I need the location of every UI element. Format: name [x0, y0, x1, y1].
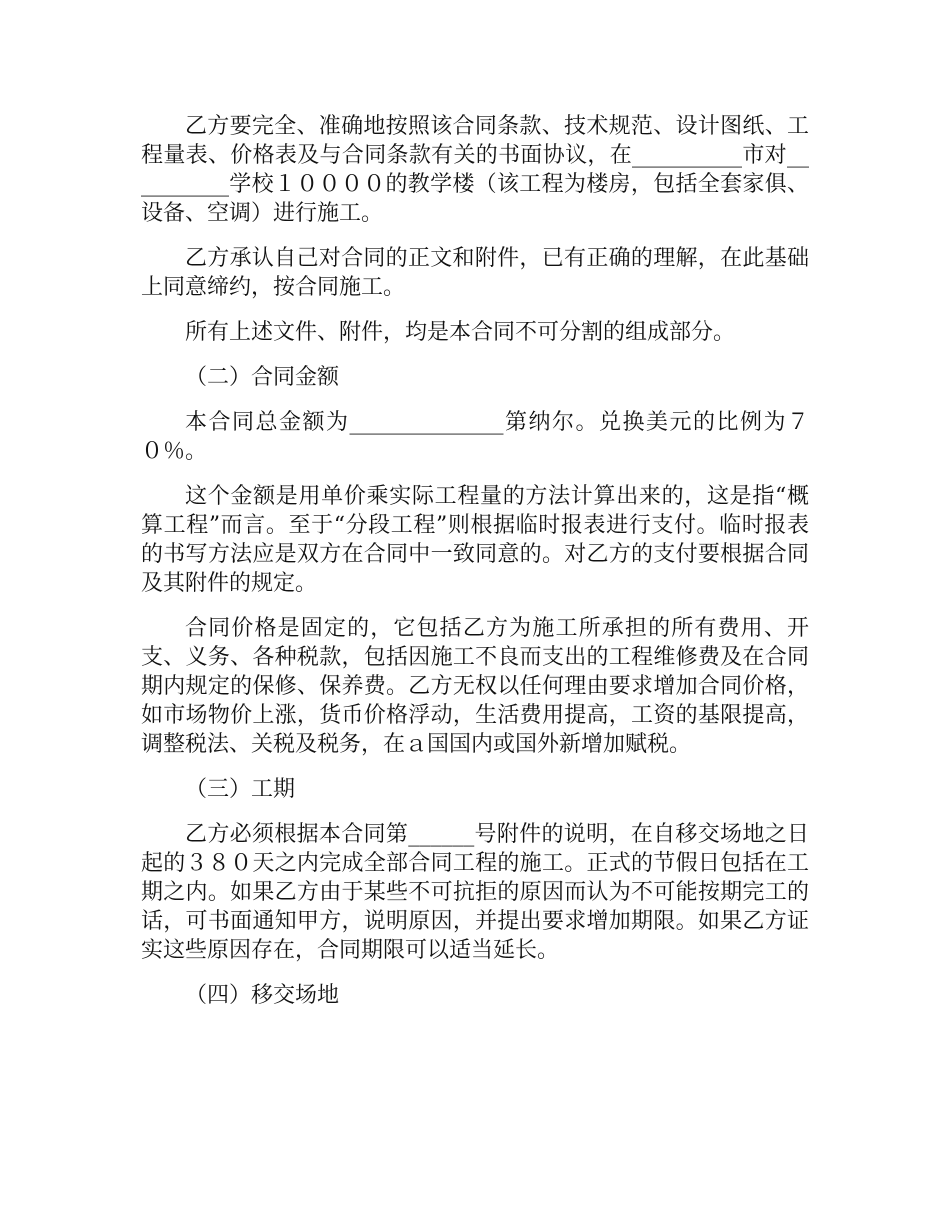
paragraph-scope-of-work: 乙方要完全、准确地按照该合同条款、技术规范、设计图纸、工程量表、价格表及与合同条款有关的书面协议，在__________市对__________学校１００００的教学楼（该工程为楼房，包括全套家俱、设备、空调）进行施工。 — [141, 114, 809, 226]
paragraph-amount-calculation: 这个金额是用单价乘实际工程量的方法计算出来的，这是指“概算工程”而言。至于“分段工程”则根据临时报表进行支付。临时报表的书写方法应是双方在合同中一致同意的。对乙方的支付要根据合同及其附件的规定。 — [141, 484, 809, 596]
paragraph-fixed-price: 合同价格是固定的，它包括乙方为施工所承担的所有费用、开支、义务、各种税款，包括因施工不良而支出的工程维修费及在合同期内规定的保修、保养费。乙方无权以任何理由要求增加合同价格，如市场物价上涨，货币价格浮动，生活费用提高，工资的基限提高，调整税法、关税及税务，在ａ国国内或国外新增加赋税。 — [141, 616, 809, 757]
section-heading-construction-period: （三）工期 — [185, 777, 296, 802]
paragraph-total-amount: 本合同总金额为______________第纳尔。兑换美元的比例为７０％。 — [141, 410, 809, 464]
section-heading-site-handover: （四）移交场地 — [185, 983, 340, 1008]
section-heading-contract-amount: （二）合同金额 — [185, 365, 340, 390]
paragraph-acknowledgement: 乙方承认自己对合同的正文和附件，已有正确的理解，在此基础上同意缔约，按合同施工。 — [141, 246, 809, 300]
document-page — [141, 112, 809, 1026]
paragraph-integral-parts: 所有上述文件、附件，均是本合同不可分割的组成部分。 — [185, 320, 736, 345]
paragraph-construction-period: 乙方必须根据本合同第______号附件的说明，在自移交场地之日起的３８０天之内完成全部合同工程的施工。正式的节假日包括在工期之内。如果乙方由于某些不可抗拒的原因而认为不可能按期完工的话，可书面通知甲方，说明原因，并提出要求增加期限。如果乙方证实这些原因存在，合同期限可以适当延长。 — [141, 822, 809, 963]
